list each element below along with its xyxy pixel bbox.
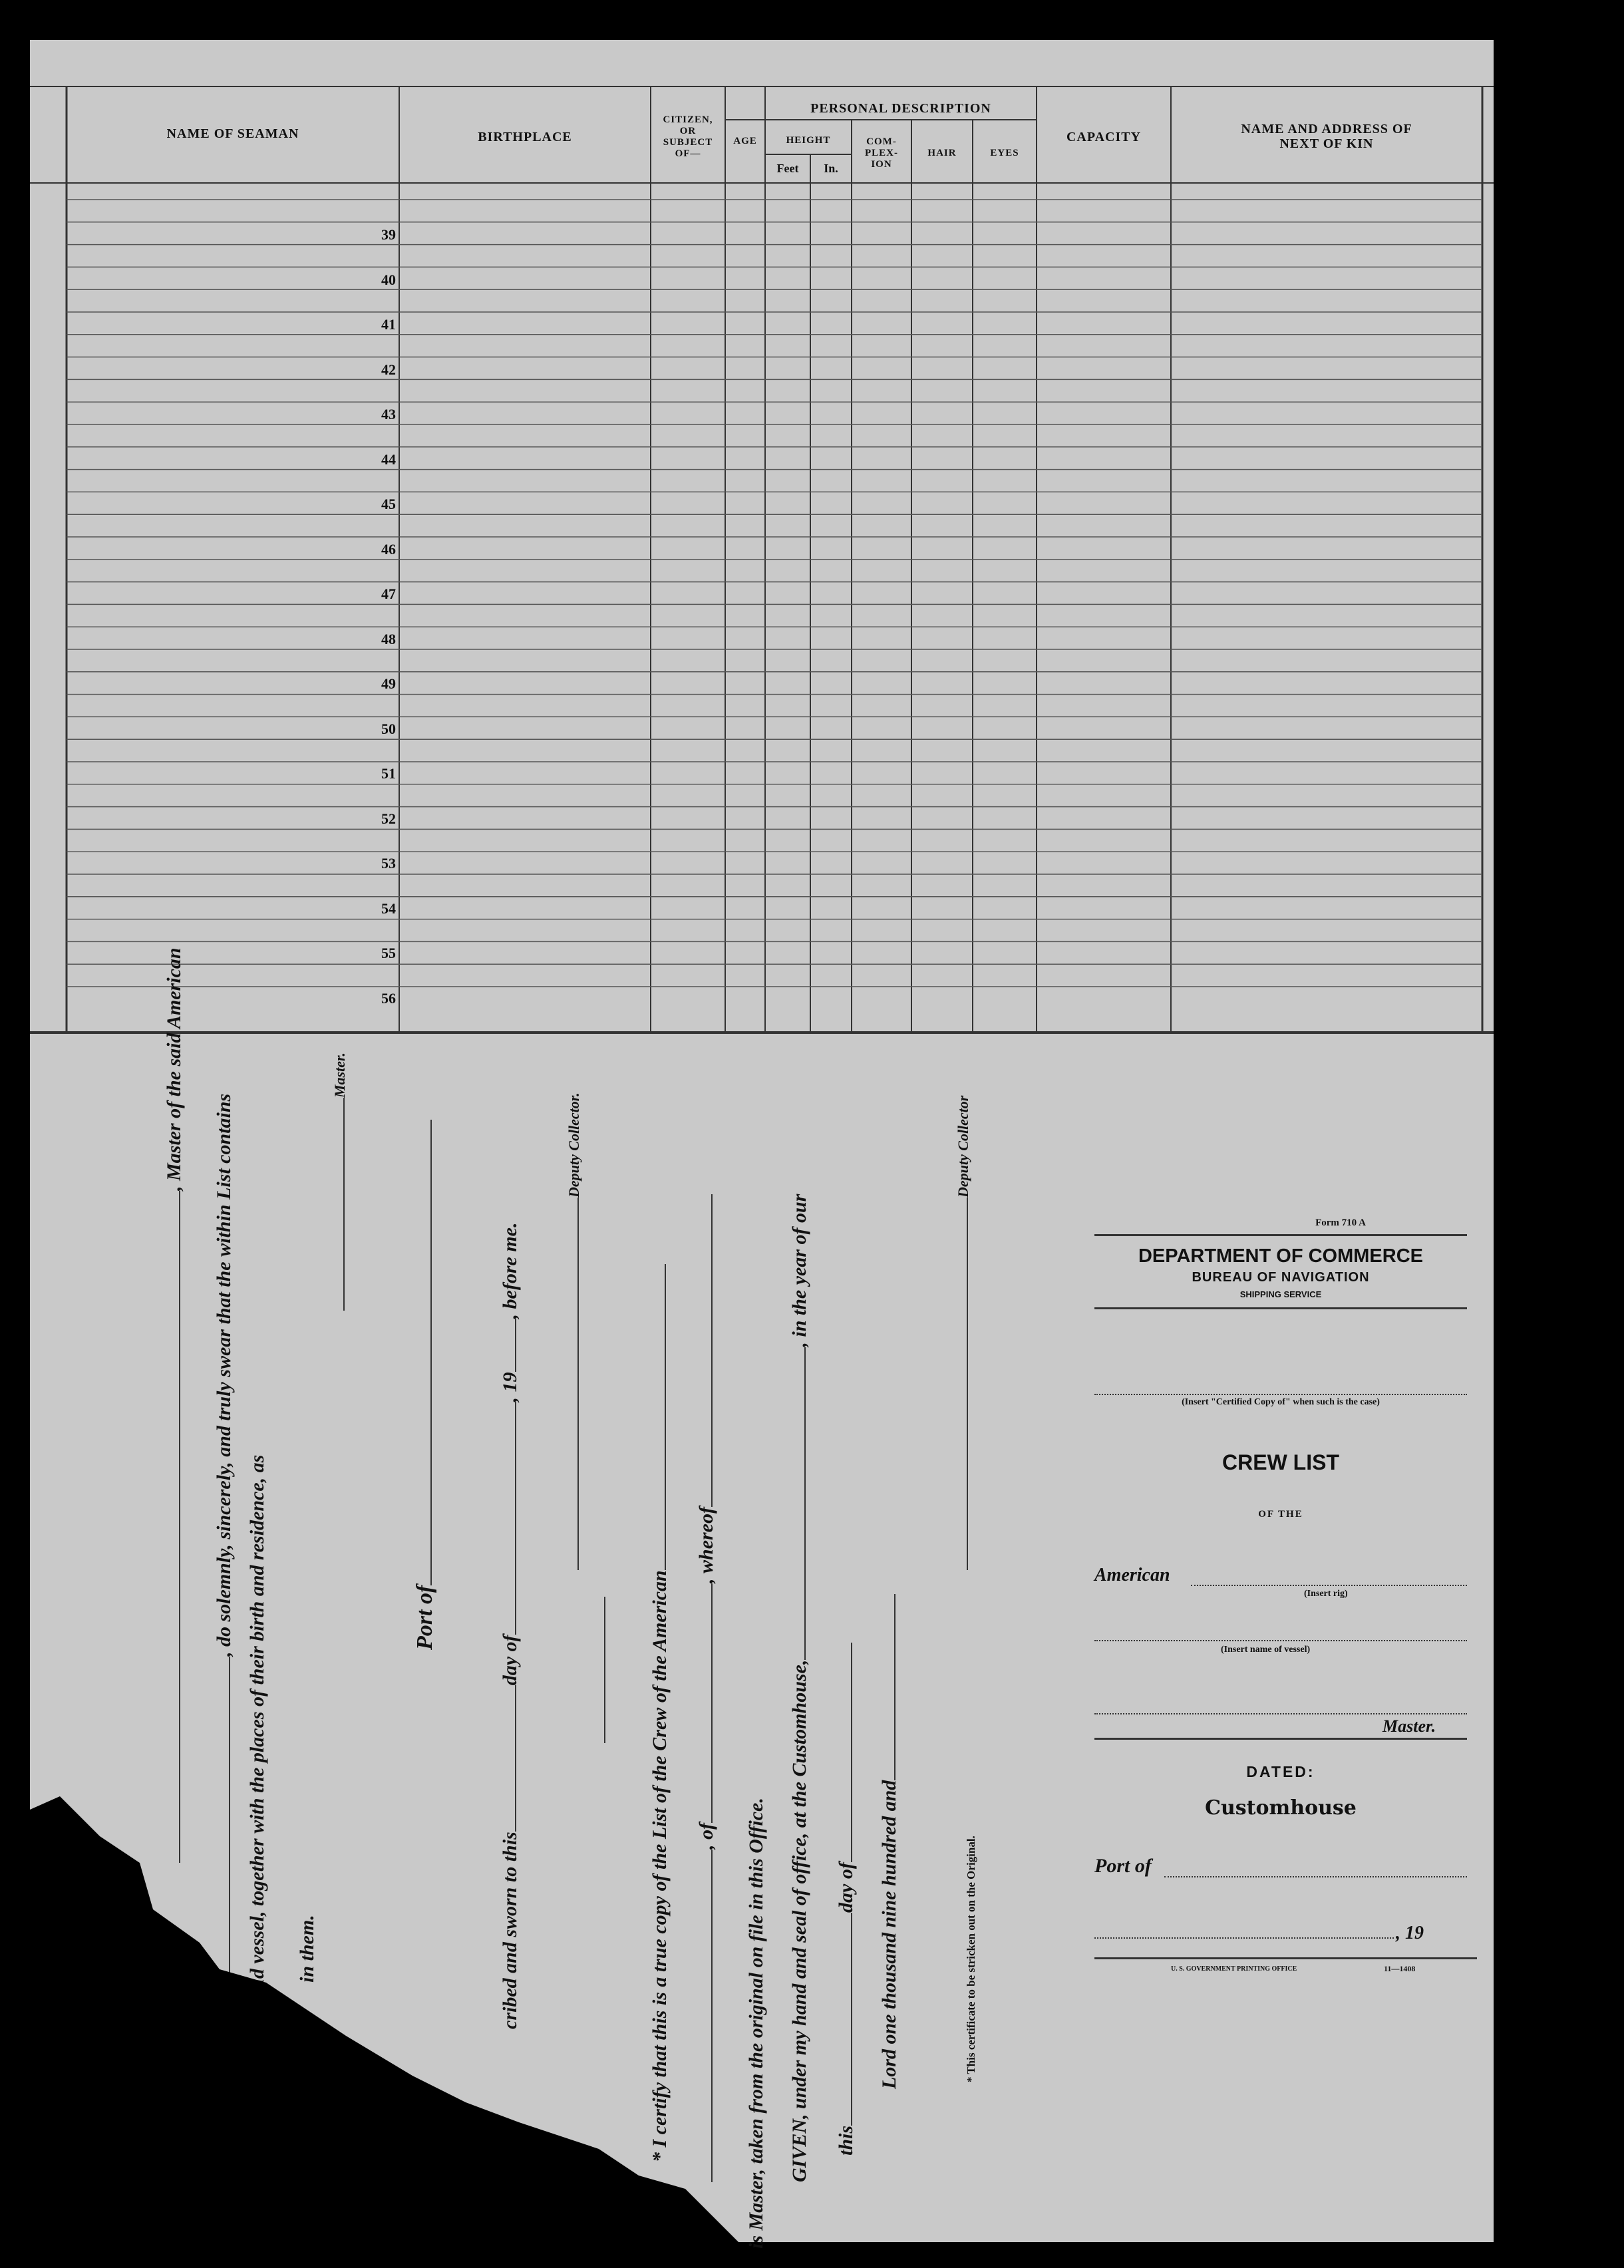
row-number: 56 xyxy=(381,989,396,1007)
certificate-line-2: is Master, taken from the original on file in this Office. xyxy=(745,1798,767,2249)
header-feet: Feet xyxy=(776,162,799,175)
header-capacity: CAPACITY xyxy=(1066,130,1142,144)
certificate-footnote: * This certificate to be stricken out on the Original. xyxy=(965,1836,977,2082)
insert-certified-note: (Insert "Certified Copy of" when such is the case) xyxy=(1182,1397,1380,1407)
header-personal-description: PERSONAL DESCRIPTION xyxy=(810,101,991,116)
dated-label: DATED: xyxy=(1246,1763,1315,1780)
service-title: SHIPPING SERVICE xyxy=(1239,1289,1322,1299)
customhouse-label: Customhouse xyxy=(1205,1796,1357,1820)
insert-rig-note: (Insert rig) xyxy=(1304,1589,1348,1599)
row-number: 55 xyxy=(381,945,396,961)
oath-subscribed-line: cribed and sworn to thisday of, 19, before me. xyxy=(499,1222,521,2029)
form-number: Form 710 A xyxy=(1315,1217,1366,1228)
row-number: 54 xyxy=(381,899,396,917)
row-number: 50 xyxy=(381,720,396,737)
certificate-this-day-of: thisday of xyxy=(835,1643,858,2156)
header-height: HEIGHT xyxy=(786,135,831,146)
master-label: Master. xyxy=(1382,1716,1436,1736)
header-age: AGE xyxy=(733,136,757,146)
header-inches: In. xyxy=(824,162,838,175)
header-citizen: CITIZEN, OR SUBJECT OF— xyxy=(663,114,713,159)
oath-line-2: , do solemnly, sincerely, and truly swear that the within List contains xyxy=(213,1094,236,2029)
header-hair: HAIR xyxy=(927,148,957,158)
printer-note: U. S. GOVERNMENT PRINTING OFFICE xyxy=(1171,1965,1297,1973)
american-label: American xyxy=(1094,1565,1170,1585)
row-number: 40 xyxy=(381,271,396,288)
row-number: 52 xyxy=(381,810,396,827)
certificate-line-1: * I certify that this is a true copy of the List of the Crew of the American xyxy=(649,1264,671,2162)
row-number: 49 xyxy=(381,675,396,692)
department-title: DEPARTMENT OF COMMERCE xyxy=(1138,1245,1423,1267)
certificate-of-whereof: , of, whereof xyxy=(695,1194,718,2182)
header-next-of-kin: NAME AND ADDRESS OF NEXT OF KIN xyxy=(1241,122,1412,151)
header-birthplace: BIRTHPLACE xyxy=(478,130,572,144)
certificate-deputy-collector: Deputy Collector xyxy=(955,1096,972,1570)
print-code: 11—1408 xyxy=(1384,1964,1416,1973)
oath-deputy-collector: Deputy Collector. xyxy=(566,1092,583,1570)
row-number: 46 xyxy=(381,540,396,558)
of-the-label: OF THE xyxy=(1258,1509,1303,1520)
row-number: 42 xyxy=(381,361,396,378)
crew-list-title: CREW LIST xyxy=(1222,1450,1339,1474)
oath-line-4: in them. xyxy=(296,1915,318,1983)
insert-vessel-note: (Insert name of vessel) xyxy=(1221,1645,1311,1655)
certificate-line-3: GIVEN, under my hand and seal of office, at the Customhouse,, in the year of our xyxy=(788,1194,810,2182)
row-number: 44 xyxy=(381,450,396,468)
certificate-lord: Lord one thousand nine hundred and xyxy=(878,1594,901,2089)
oath-line-3: Crew of the said vessel, together with the places of their birth and residence, as xyxy=(246,1454,268,2102)
oath-master: Master. xyxy=(331,1053,349,1311)
row-number: 51 xyxy=(381,765,396,782)
row-number: 53 xyxy=(381,855,396,872)
year-19-label: , 19 xyxy=(1396,1923,1424,1943)
row-number: 41 xyxy=(381,316,396,333)
bureau-title: BUREAU OF NAVIGATION xyxy=(1192,1270,1370,1285)
header-eyes: EYES xyxy=(990,148,1019,158)
oath-port-of: Port of xyxy=(412,1120,438,1650)
row-number: 45 xyxy=(381,496,396,512)
row-number: 43 xyxy=(381,406,396,422)
port-of-label: Port of xyxy=(1094,1855,1152,1877)
row-number: 48 xyxy=(381,630,396,647)
row-number: 47 xyxy=(381,585,396,602)
header-complexion: COM- PLEX- ION xyxy=(865,136,898,170)
oath-line-1: , Master of the said American xyxy=(163,947,186,1863)
row-number: 39 xyxy=(381,226,396,243)
header-name-of-seaman: NAME OF SEAMAN xyxy=(166,126,299,141)
